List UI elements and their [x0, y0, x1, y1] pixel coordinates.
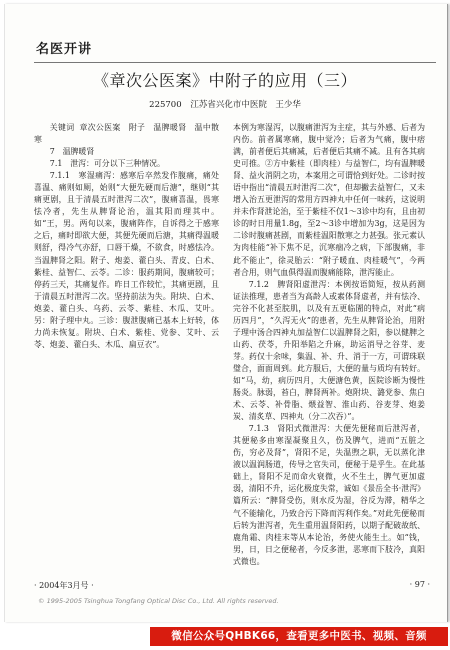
article-title: 《章次公医案》中附子的应用（三）	[92, 71, 357, 90]
paragraph-7-1-3: 7.1.3 肾阳式微泄泻：大便先便秘而后泄泻者，其便秘多由寒湿凝聚且久，伤及脾气，进而“五脏之伤，穷必及肾”，肾阳不足，失温煦之职，无以蒸化津液以温润肠道，传导之官失司，便秘于是乎生。在此基础上，肾阳不足而命火衰微，火不生土，脾气更加虚弱，清阳不升，运化极度失常，诚如《景岳全书·泄泻》篇所云：“脾肾受伤，则水反为湿，谷反为滞，精华之气不能输化，乃致合污下降而泻利作矣。”对此先便秘而后转为泄泻者，先生重用温肾阳药，以期子配破故纸、鹿角霜、肉桂末等从本论治，务使火能生土。如“钱，男，日，日之便秘者，今反多泄，恶寒而下肢冷，真阳式微也。	[233, 424, 425, 566]
paragraph-case-comment: 本例为寒湿泻，以腹痛泄泻为主症，其与外感、后者为内伤。前者属寒痛，腹中觉冷；后者为气痛，腹中痞满，前者便后其痛减，后者便后其痛不减。且有各其病史可推。②方中紫桂（即肉桂）与益智仁，均有温脾暖肾、益火消阴之功，本案用之可谓恰到好处。二诊时按语中指出“清晨五时泄泻二次”，但却撇去益智仁，又未增入治五更泄泻的常用方四神丸中任何一味药，这说明并未作肾泄论治，至于紫桂不仅1～3诊中均有，且由初诊的时日用量1.8g，至2～3诊中增加为3g，这是因为二诊时腹痛甚剧，而紫桂温阳散寒之力甚强。张元素认为肉桂能“补下焦不足，沉寒痼冷之病，下部腹痛，非此不能止”，徐灵胎云：“附子暖血、肉桂暖气”，今两者合用，则气血俱得温而腹痛能除，泄泻能止。	[233, 123, 425, 277]
keywords-line	[34, 122, 219, 146]
keywords-text: 章次公医案 附子 温脾暖肾 温中散寒	[34, 123, 219, 145]
left-column	[34, 122, 219, 351]
right-column	[233, 122, 425, 568]
heading-7: 7 温脾暖肾	[49, 147, 95, 157]
paragraph-7-1-2: 7.1.2 脾肾阳虚泄泻：本例按语简短，按从药测证法推理，患者当为高龄人或素体肾虚者，并有怯冷、完谷不化甚至脘肌，以及有五更临圊的特点，对此“病历四月”，“久泻无火”的患者，先生从脾肾论治，用附子理中汤合四神丸加益智仁以温脾肾之阳，参以健脾之山药、茯苓，升阳举陷之升麻，助运消导之谷芽、麦芽。药仅十余味，集温、补、升、消于一方，可谓珠联璧合，面面周到。此方服后，大便的量与质均有转好。如“马，幼，病历四月，大便溏色黄，医院诊断为慢性肠炎。脉弱，苔白，脾肾两补。炮附块、潞党参、焦白术、云苓、补骨脂、煨益智、淮山药、谷麦芽、炮姜炭、清炙草、四神丸（分二次吞）”。	[233, 279, 425, 422]
heading-7-1: 7.1 泄泻：可分以下三种情况。	[49, 159, 165, 169]
keywords-label: 关键词	[49, 123, 75, 132]
header-divider	[34, 62, 436, 63]
author-line	[0, 98, 450, 110]
postcode: 225700	[149, 100, 182, 110]
issue-label: · 2004年3月号 ·	[34, 581, 94, 590]
author-affiliation: 江苏省兴化市中医院 王少华	[190, 100, 301, 110]
wechat-banner: 微信公众号QHBK66，查看更多中医书、视频、音频	[150, 627, 448, 646]
copyright-notice: © 1995-2005 Tsinghua Tongfang Optical Disc Co., Ltd. All rights reserved.	[38, 597, 279, 605]
page-number: · 97 ·	[409, 580, 430, 589]
paragraph-7-1-1: 7.1.1 寒湿痛泻：感寒后卒然发作腹痛，痛处喜温、痛则如厕，始则“大便先硬而后溏”，继则“其痛更剧，且于清晨五时泄泻二次”，腹痛喜温，畏寒怯冷者，先生从脾肾论治，温其阳而理其中。如“王，男。两旬以来，腹痛阵作，自诉得之于感寒之后，痛时即欲大便，其便先硬而后溏，其痛得温暖则舒，得冷气亦舒，口唇干燥，不欲食，时感怯冷。当温脾肾之阳。附子、炮姜、藿白头、青皮、白术、紫桂、益智仁、云苓。二诊：服药期间，腹痛较可；停药三天，其痛复作。昨日工作较忙，其痛更剧，且于清晨五时泄泻二次。坚持前法为失。附块、白术、炮姜、藿白头、乌药、云苓、紫桂、木瓜、艾叶。另：附子理中丸。三诊：腹泄腹痛已基本上好转，体力尚未恢复。附块、白术、紫桂、党参、艾叶、云苓、炮姜、藿白头、木瓜、扁豆衣”。	[34, 171, 219, 349]
section-header: 名医开讲	[36, 42, 93, 57]
